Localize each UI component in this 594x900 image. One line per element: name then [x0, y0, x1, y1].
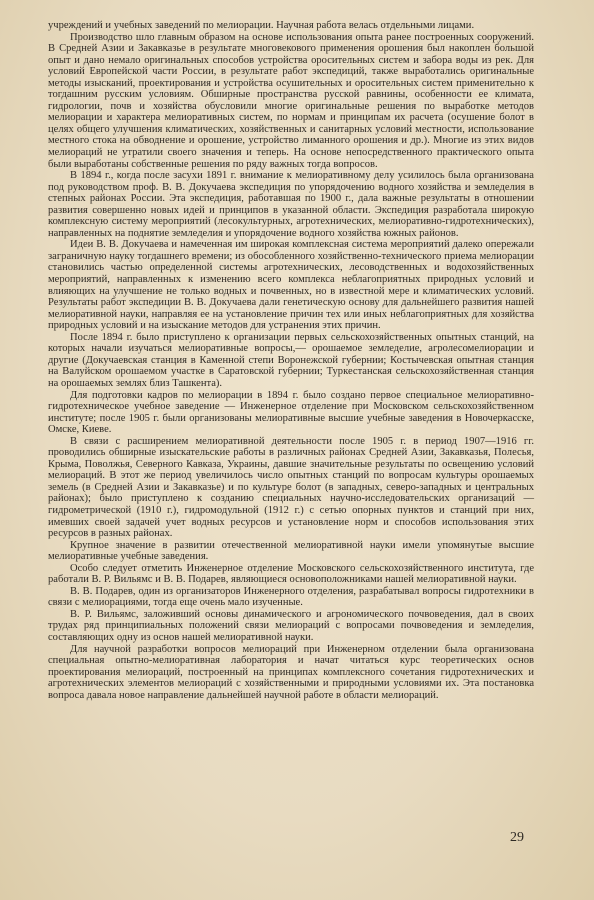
- paragraph-training: Для подготовки кадров по мелиорации в 1894 г. было создано первое специальное мелиоративно-гидротехническое учебное заведение — Инженерное отделение при Московском сельскохозяйственном институте; после 1905 г. были организованы мелиоративные высшие учебные заведения в Новочеркасске, Омске, Киеве.: [48, 389, 534, 436]
- paragraph-1907-1916: В связи с расширением мелиоративной деятельности после 1905 г. в период 1907—1916 гг. проводились обширные изыскательские работы в различных районах Средней Азии, Закавказья, Полесья, Крыма, Поволжья, Северного Кавказа, Украины, давшие значительные результаты по освещению условий мелиораций. В этот же период увеличилось число опытных станций по вопросам культуры орошаемых земель (в Средней Азии и Закавказье) и по культуре болот (в западных, северо-западных и центральных районах); было приступлено к созданию специальных научно-исследовательских организаций — гидрометрической (1910 г.), гидромодульной (1912 г.) с сетью опорных пунктов и станций при них, имевших своей задачей учет водных ресурсов и установление норм и способов использования этих ресурсов в разных районах.: [48, 435, 534, 540]
- paragraph-1894-expedition: В 1894 г., когда после засухи 1891 г. внимание к мелиоративному делу усилилось была организована под руководством проф. В. В. Докучаева экспедиция по упорядочению водного хозяйства и земледелия в степных районах России. Эта экспедиция, работавшая по 1900 г., дала важные результаты в отношении развития совершенно новых идей и принципов в указанной области. Экспедиция разработала широкую комплексную систему мероприятий (лесокультурных, агротехнических, мелиоративно-гидротехнических), направленных на поднятие земледелия и упорядочение водного хозяйства южных районов.: [48, 170, 534, 239]
- paragraph-laboratory: Для научной разработки вопросов мелиораций при Инженерном отделении была организована специальная опытно-мелиоративная лаборатория и начат читаться курс теоретических основ проектирования мелиораций, построенный на принципах комплексного сочетания гидротехнических и агротехнических элементов мелиораций с хозяйственными и природными условиями их. Эта постановка вопроса давала новое направление дальнейшей научной работе в области мелиораций.: [48, 643, 534, 701]
- paragraph-dokuchaev-ideas: Идеи В. В. Докучаева и намеченная им широкая комплексная система мероприятий далеко опережали заграничную науку тогдашнего времени; из обособленного хозяйственно-технического приема мелиорации становились частью определенной системы агротехнических, лесоводственных и водохозяйственных мероприятий, направленных к изменению всего комплекса неблагоприятных природных условий и влияющих на улучшение не только водных и почвенных, но в известной мере и климатических условий. Результаты работ экспедиции В. В. Докучаева дали генетическую основу для дальнейшего развития нашей мелиоративной науки, направляя ее на установление причин тех или иных неблагоприятных для хозяйства природных условий и на изыскание методов для устранения этих причин.: [48, 239, 534, 332]
- paragraph-podarev: В. В. Подарев, один из организаторов Инженерного отделения, разрабатывал вопросы гидротехники в связи с мелиорациями, тогда еще очень мало изученные.: [48, 585, 534, 609]
- paragraph-higher-schools: Крупное значение в развитии отечественной мелиоративной науки имели упомянутые высшие мелиоративные учебные заведения.: [48, 539, 534, 563]
- paragraph-experience: Производство шло главным образом на основе использования опыта ранее построенных сооружений. В Средней Азии и Закавказье в результате многовекового применения орошения был накоплен большой опыт и дано немало оригинальных способов устройства оросительных систем и забора воды из рек. Для условий Европейской части России, в результате работ экспедиций, также выработались оригинальные методы изысканий, проектирования и устройства осушительных и оросительных систем применительно к тогдашним русским условиям. Обширные пространства русской равнины, особенности ее климата, гидрологии, почв и хозяйства обусловили многие оригинальные решения по выработке методов мелиорации и характера мелиоративных систем, по нормам и принципам их расчета (осушение болот в целях общего улучшения климатических, хозяйственных и санитарных условий местности, использование местного стока на обводнение и орошение, устройство лиманного орошения и др.). Многие из этих видов мелиораций не утратили своего значения и теперь. На основе непосредственного практического опыта были выработаны собственные решения по ряду важных тогда вопросов.: [48, 31, 534, 170]
- paragraph-engineering-dept: Особо следует отметить Инженерное отделение Московского сельскохозяйственного института, где работали В. Р. Вильямс и В. В. Подарев, являющиеся основоположниками нашей мелиоративной науки.: [48, 562, 534, 586]
- page-number: 29: [510, 830, 524, 845]
- body-text: [48, 20, 534, 701]
- paragraph-experimental-stations: После 1894 г. было приступлено к организации первых сельскохозяйственных опытных станций, на которых начали изучаться мелиоративные вопросы,— орошаемое земледелие, агролесомелиорации и другие (Докучаевская станция в Каменной степи Воронежской губернии; Костычевская опытная станция на Валуйском орошаемом участке в Саратовской губернии; Туркестанская сельскохозяйственная станция на орошаемых землях близ Ташкента).: [48, 331, 534, 389]
- paragraph-williams: В. Р. Вильямс, заложивший основы динамического и агрономического почвоведения, дал в своих трудах ряд принципиальных положений связи мелиораций с вопросами почвоведения и земледелия, составляющих одну из основ нашей мелиоративной науки.: [48, 608, 534, 643]
- paragraph-continuation: учреждений и учебных заведений по мелиорации. Научная работа велась отдельными лицами.: [48, 20, 475, 31]
